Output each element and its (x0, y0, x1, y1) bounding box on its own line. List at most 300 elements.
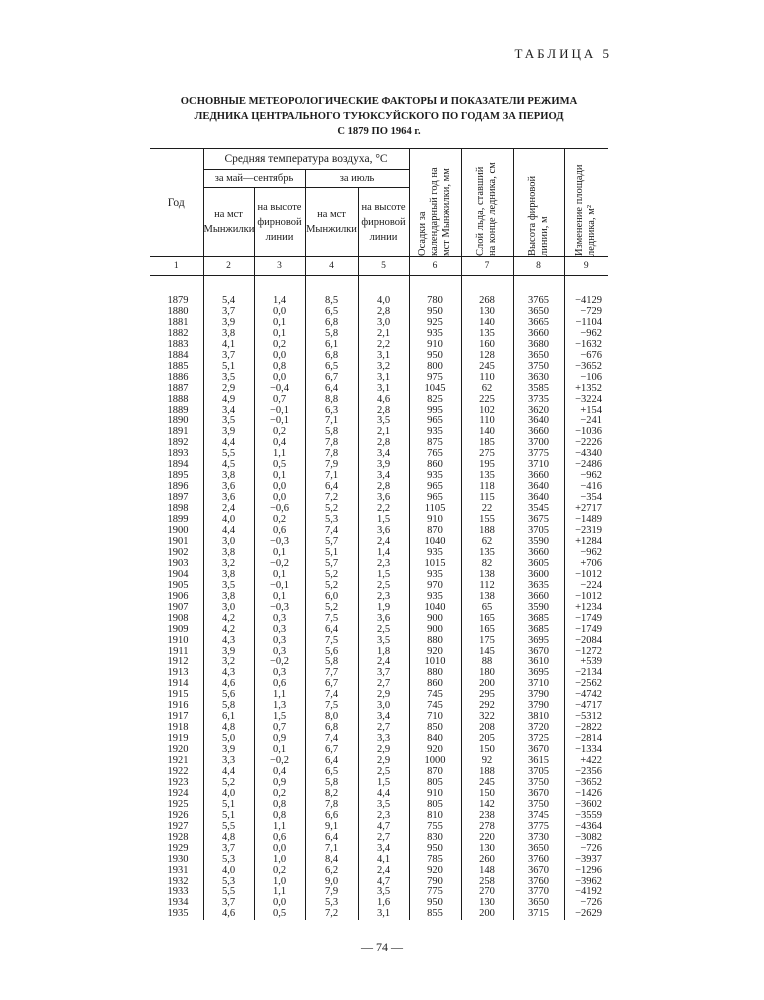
cell-precipitation: 950 (409, 351, 461, 362)
cell-temp-may-station: 3,2 (203, 657, 254, 668)
cell-area-change: −3082 (564, 833, 608, 844)
cell-ice-layer: 65 (461, 603, 513, 614)
cell-temp-may-firn: 0,2 (254, 515, 305, 526)
cell-temp-july-station: 7,5 (305, 636, 358, 647)
cell-area-change: −241 (564, 416, 608, 427)
cell-area-change: −2134 (564, 668, 608, 679)
cell-precipitation: 910 (409, 515, 461, 526)
cell-temp-may-firn: −0,1 (254, 406, 305, 417)
cell-temp-july-firn: 3,5 (358, 416, 409, 427)
cell-area-change: −416 (564, 482, 608, 493)
cell-temp-july-station: 7,5 (305, 614, 358, 625)
cell-ice-layer: 82 (461, 559, 513, 570)
header-temperature-group: Средняя температура воздуха, °С (203, 149, 409, 170)
cell-temp-july-firn: 1,5 (358, 778, 409, 789)
cell-precipitation: 745 (409, 701, 461, 712)
cell-ice-layer: 175 (461, 636, 513, 647)
cell-ice-layer: 135 (461, 471, 513, 482)
cell-temp-may-firn: 0,2 (254, 340, 305, 351)
cell-temp-july-station: 5,7 (305, 559, 358, 570)
table-spacer-row (150, 276, 608, 297)
cell-temp-july-station: 5,2 (305, 504, 358, 515)
cell-temp-may-firn: 0,3 (254, 647, 305, 658)
cell-firn-height: 3660 (513, 329, 564, 340)
cell-firn-height: 3750 (513, 362, 564, 373)
cell-area-change: −1272 (564, 647, 608, 658)
cell-firn-height: 3695 (513, 668, 564, 679)
cell-temp-may-firn: 0,0 (254, 373, 305, 384)
cell-area-change: −1012 (564, 592, 608, 603)
cell-ice-layer: 165 (461, 614, 513, 625)
cell-year: 1917 (167, 711, 189, 723)
table-caption (150, 94, 608, 139)
cell-area-change: −4364 (564, 822, 608, 833)
cell-temp-may-firn: 0,5 (254, 909, 305, 920)
cell-ice-layer: 160 (461, 340, 513, 351)
cell-temp-july-station: 6,5 (305, 362, 358, 373)
cell-ice-layer: 195 (461, 460, 513, 471)
cell-firn-height: 3760 (513, 855, 564, 866)
cell-temp-july-firn: 2,7 (358, 833, 409, 844)
cell-ice-layer: 258 (461, 877, 513, 888)
cell-temp-july-firn: 3,6 (358, 493, 409, 504)
cell-temp-may-firn: 0,4 (254, 438, 305, 449)
header-station-may: на мст Мынжилки (203, 188, 254, 257)
cell-temp-july-station: 7,4 (305, 690, 358, 701)
cell-year: 1925 (167, 798, 189, 810)
cell-firn-height: 3720 (513, 723, 564, 734)
cell-precipitation: 805 (409, 778, 461, 789)
cell-temp-july-firn: 3,3 (358, 734, 409, 745)
cell-temp-may-station: 3,5 (203, 416, 254, 427)
cell-temp-july-station: 7,8 (305, 800, 358, 811)
cell-ice-layer: 142 (461, 800, 513, 811)
cell-firn-height: 3660 (513, 592, 564, 603)
cell-year: 1879 (167, 295, 189, 306)
cell-firn-height: 3650 (513, 307, 564, 318)
cell-temp-july-station: 5,6 (305, 647, 358, 658)
cell-temp-may-station: 3,7 (203, 351, 254, 362)
cell-temp-july-firn: 3,1 (358, 384, 409, 395)
cell-temp-may-firn: 0,8 (254, 362, 305, 373)
cell-precipitation: 840 (409, 734, 461, 745)
cell-temp-july-station: 7,2 (305, 909, 358, 920)
cell-temp-july-station: 5,7 (305, 537, 358, 548)
cell-ice-layer: 145 (461, 647, 513, 658)
cell-temp-july-firn: 4,1 (358, 855, 409, 866)
cell-temp-july-station: 6,8 (305, 318, 358, 329)
cell-precipitation: 970 (409, 581, 461, 592)
cell-year: 1896 (167, 481, 189, 493)
cell-area-change: −2562 (564, 679, 608, 690)
cell-precipitation: 935 (409, 471, 461, 482)
cell-year: 1902 (167, 546, 189, 558)
cell-temp-may-station: 3,8 (203, 329, 254, 340)
cell-year: 1897 (167, 492, 189, 504)
cell-precipitation: 825 (409, 395, 461, 406)
cell-ice-layer: 150 (461, 789, 513, 800)
cell-temp-july-station: 6,2 (305, 866, 358, 877)
cell-area-change: +154 (564, 406, 608, 417)
cell-temp-july-firn: 1,4 (358, 548, 409, 559)
cell-area-change: −5312 (564, 712, 608, 723)
cell-temp-may-station: 3,9 (203, 745, 254, 756)
cell-area-change: +422 (564, 756, 608, 767)
header-may-september: за май—сентябрь (203, 170, 305, 188)
cell-temp-july-station: 8,8 (305, 395, 358, 406)
cell-firn-height: 3675 (513, 515, 564, 526)
cell-ice-layer: 118 (461, 482, 513, 493)
cell-temp-july-firn: 1,6 (358, 898, 409, 909)
cell-year: 1919 (167, 733, 189, 745)
cell-temp-may-station: 5,5 (203, 887, 254, 898)
cell-year: 1922 (167, 765, 189, 777)
cell-temp-july-firn: 3,1 (358, 351, 409, 362)
cell-ice-layer: 22 (461, 504, 513, 515)
cell-year: 1886 (167, 371, 189, 383)
cell-area-change: +1352 (564, 384, 608, 395)
cell-firn-height: 3790 (513, 701, 564, 712)
table-label: ТАБЛИЦА 5 (514, 46, 612, 61)
cell-year: 1935 (167, 908, 189, 920)
cell-temp-july-station: 7,1 (305, 416, 358, 427)
cell-temp-may-station: 5,5 (203, 822, 254, 833)
cell-area-change: −2814 (564, 734, 608, 745)
column-number: 3 (254, 257, 305, 276)
cell-precipitation: 950 (409, 844, 461, 855)
cell-temp-may-station: 3,6 (203, 493, 254, 504)
cell-area-change: −726 (564, 898, 608, 909)
cell-temp-july-station: 8,4 (305, 855, 358, 866)
cell-temp-may-station: 4,6 (203, 909, 254, 920)
cell-precipitation: 910 (409, 789, 461, 800)
header-precipitation-text: Осадки за календарный год на мст Мынжилки, мм (417, 167, 453, 256)
cell-temp-may-firn: 0,6 (254, 833, 305, 844)
cell-precipitation: 805 (409, 800, 461, 811)
cell-temp-may-firn: −0,3 (254, 537, 305, 548)
cell-firn-height: 3600 (513, 570, 564, 581)
cell-temp-may-firn: 1,1 (254, 887, 305, 898)
cell-temp-may-firn: 0,1 (254, 548, 305, 559)
cell-year: 1906 (167, 590, 189, 602)
cell-firn-height: 3660 (513, 427, 564, 438)
cell-area-change: −1036 (564, 427, 608, 438)
cell-year: 1883 (167, 338, 189, 350)
cell-temp-july-station: 5,2 (305, 570, 358, 581)
cell-firn-height: 3745 (513, 811, 564, 822)
cell-temp-july-station: 5,8 (305, 778, 358, 789)
cell-temp-may-station: 3,0 (203, 603, 254, 614)
cell-firn-height: 3685 (513, 625, 564, 636)
cell-area-change: −1104 (564, 318, 608, 329)
cell-precipitation: 1010 (409, 657, 461, 668)
cell-year: 1918 (167, 722, 189, 734)
table-row (150, 833, 608, 844)
cell-year: 1888 (167, 393, 189, 405)
table-row (150, 625, 608, 636)
cell-temp-july-firn: 2,9 (358, 690, 409, 701)
cell-year: 1880 (167, 305, 189, 317)
cell-ice-layer: 180 (461, 668, 513, 679)
cell-firn-height: 3715 (513, 909, 564, 920)
cell-precipitation: 1000 (409, 756, 461, 767)
cell-temp-july-firn: 3,4 (358, 844, 409, 855)
cell-temp-july-firn: 1,8 (358, 647, 409, 658)
cell-temp-july-station: 9,1 (305, 822, 358, 833)
cell-temp-may-firn: 0,0 (254, 898, 305, 909)
header-firn-height (513, 149, 564, 257)
cell-temp-july-station: 7,2 (305, 493, 358, 504)
cell-area-change: −4717 (564, 701, 608, 712)
cell-temp-july-station: 7,1 (305, 471, 358, 482)
cell-area-change: −1012 (564, 570, 608, 581)
cell-temp-may-station: 4,9 (203, 395, 254, 406)
cell-temp-may-station: 3,3 (203, 756, 254, 767)
cell-temp-may-firn: −0,4 (254, 384, 305, 395)
cell-year: 1903 (167, 557, 189, 569)
cell-temp-may-firn: 0,3 (254, 668, 305, 679)
cell-temp-may-station: 3,9 (203, 318, 254, 329)
cell-firn-height: 3730 (513, 833, 564, 844)
cell-year: 1889 (167, 404, 189, 416)
cell-temp-may-firn: 0,7 (254, 723, 305, 734)
cell-year: 1898 (167, 503, 189, 515)
cell-precipitation: 710 (409, 712, 461, 723)
cell-firn-height: 3650 (513, 351, 564, 362)
caption-line-3: С 1879 ПО 1964 г. (337, 126, 421, 137)
cell-temp-may-firn: 0,9 (254, 734, 305, 745)
cell-temp-may-firn: −0,1 (254, 416, 305, 427)
cell-temp-july-station: 5,8 (305, 329, 358, 340)
header-area-change-text: Изменение площади ледника, м² (574, 164, 598, 256)
cell-ice-layer: 185 (461, 438, 513, 449)
cell-temp-july-station: 7,1 (305, 844, 358, 855)
header-firn-may: на высоте фирновой линии (254, 188, 305, 257)
cell-temp-may-firn: 0,3 (254, 636, 305, 647)
cell-temp-may-station: 3,5 (203, 373, 254, 384)
cell-temp-may-firn: 0,3 (254, 625, 305, 636)
table-row (150, 844, 608, 855)
cell-temp-may-station: 5,2 (203, 778, 254, 789)
cell-temp-may-station: 5,1 (203, 362, 254, 373)
cell-temp-may-firn: 0,1 (254, 745, 305, 756)
cell-firn-height: 3680 (513, 340, 564, 351)
cell-area-change: −962 (564, 471, 608, 482)
cell-firn-height: 3775 (513, 449, 564, 460)
cell-ice-layer: 270 (461, 887, 513, 898)
cell-area-change: −106 (564, 373, 608, 384)
cell-precipitation: 935 (409, 427, 461, 438)
cell-area-change: −962 (564, 548, 608, 559)
cell-ice-layer: 115 (461, 493, 513, 504)
cell-precipitation: 910 (409, 340, 461, 351)
cell-temp-july-firn: 3,9 (358, 460, 409, 471)
cell-area-change: −1426 (564, 789, 608, 800)
cell-ice-layer: 150 (461, 745, 513, 756)
cell-temp-july-firn: 3,1 (358, 373, 409, 384)
cell-year: 1927 (167, 820, 189, 832)
table-body (150, 296, 608, 920)
cell-precipitation: 755 (409, 822, 461, 833)
cell-area-change: −1489 (564, 515, 608, 526)
cell-ice-layer: 278 (461, 822, 513, 833)
cell-temp-july-station: 6,0 (305, 592, 358, 603)
cell-temp-july-station: 8,2 (305, 789, 358, 800)
cell-temp-july-firn: 2,1 (358, 427, 409, 438)
table-row (150, 603, 608, 614)
cell-temp-may-firn: 0,2 (254, 866, 305, 877)
column-number: 1 (150, 257, 203, 276)
cell-temp-may-firn: 0,3 (254, 614, 305, 625)
cell-temp-may-firn: 0,2 (254, 789, 305, 800)
cell-temp-july-station: 7,5 (305, 701, 358, 712)
cell-ice-layer: 135 (461, 548, 513, 559)
cell-ice-layer: 88 (461, 657, 513, 668)
cell-temp-may-station: 4,6 (203, 679, 254, 690)
header-firn-july: на высоте фирновой линии (358, 188, 409, 257)
cell-temp-may-firn: 1,0 (254, 877, 305, 888)
cell-temp-may-firn: −0,2 (254, 756, 305, 767)
cell-temp-may-firn: 0,1 (254, 570, 305, 581)
cell-temp-may-firn: 1,1 (254, 449, 305, 460)
cell-precipitation: 870 (409, 526, 461, 537)
cell-temp-july-station: 6,1 (305, 340, 358, 351)
cell-temp-july-firn: 3,4 (358, 712, 409, 723)
cell-temp-july-station: 6,5 (305, 767, 358, 778)
cell-precipitation: 920 (409, 866, 461, 877)
cell-precipitation: 935 (409, 329, 461, 340)
cell-temp-july-firn: 2,2 (358, 340, 409, 351)
cell-temp-may-firn: 0,0 (254, 482, 305, 493)
cell-temp-may-station: 4,0 (203, 789, 254, 800)
cell-temp-july-station: 7,4 (305, 734, 358, 745)
cell-precipitation: 790 (409, 877, 461, 888)
cell-precipitation: 1105 (409, 504, 461, 515)
column-number: 9 (564, 257, 608, 276)
cell-temp-may-station: 5,5 (203, 449, 254, 460)
cell-firn-height: 3725 (513, 734, 564, 745)
cell-temp-may-station: 4,2 (203, 625, 254, 636)
cell-firn-height: 3750 (513, 800, 564, 811)
cell-area-change: −3652 (564, 362, 608, 373)
cell-area-change: −2356 (564, 767, 608, 778)
cell-ice-layer: 110 (461, 373, 513, 384)
cell-precipitation: 935 (409, 592, 461, 603)
cell-temp-july-station: 6,4 (305, 833, 358, 844)
cell-temp-july-station: 7,7 (305, 668, 358, 679)
header-july: за июль (305, 170, 409, 188)
cell-temp-july-station: 8,5 (305, 296, 358, 307)
cell-temp-may-station: 4,5 (203, 460, 254, 471)
cell-firn-height: 3605 (513, 559, 564, 570)
cell-precipitation: 800 (409, 362, 461, 373)
cell-firn-height: 3650 (513, 844, 564, 855)
cell-temp-july-firn: 2,8 (358, 307, 409, 318)
table-row (150, 866, 608, 877)
cell-temp-may-station: 5,4 (203, 296, 254, 307)
cell-precipitation: 925 (409, 318, 461, 329)
cell-temp-july-station: 6,4 (305, 756, 358, 767)
cell-ice-layer: 238 (461, 811, 513, 822)
cell-area-change: +1234 (564, 603, 608, 614)
cell-ice-layer: 140 (461, 318, 513, 329)
cell-precipitation: 860 (409, 460, 461, 471)
cell-area-change: −729 (564, 307, 608, 318)
cell-area-change: −2629 (564, 909, 608, 920)
cell-temp-may-firn: 0,1 (254, 471, 305, 482)
cell-year: 1930 (167, 853, 189, 865)
cell-temp-july-firn: 2,2 (358, 504, 409, 515)
table-row (150, 636, 608, 647)
cell-firn-height: 3640 (513, 416, 564, 427)
cell-temp-may-firn: −0,1 (254, 581, 305, 592)
cell-firn-height: 3665 (513, 318, 564, 329)
cell-year: 1916 (167, 700, 189, 712)
cell-temp-july-firn: 3,5 (358, 887, 409, 898)
cell-year: 1895 (167, 470, 189, 482)
cell-temp-may-station: 5,6 (203, 690, 254, 701)
cell-year: 1924 (167, 787, 189, 799)
cell-precipitation: 810 (409, 811, 461, 822)
cell-ice-layer: 225 (461, 395, 513, 406)
cell-firn-height: 3630 (513, 373, 564, 384)
cell-firn-height: 3760 (513, 877, 564, 888)
cell-year: 1931 (167, 864, 189, 876)
cell-temp-july-station: 9,0 (305, 877, 358, 888)
cell-precipitation: 965 (409, 416, 461, 427)
cell-temp-july-station: 5,2 (305, 581, 358, 592)
cell-temp-july-station: 5,8 (305, 427, 358, 438)
cell-precipitation: 880 (409, 668, 461, 679)
cell-temp-may-firn: 0,8 (254, 800, 305, 811)
cell-ice-layer: 138 (461, 570, 513, 581)
cell-firn-height: 3710 (513, 460, 564, 471)
cell-temp-may-station: 4,1 (203, 340, 254, 351)
cell-temp-july-firn: 2,9 (358, 745, 409, 756)
page-number: — 74 — (361, 940, 403, 954)
cell-temp-july-firn: 2,8 (358, 438, 409, 449)
cell-ice-layer: 245 (461, 362, 513, 373)
cell-firn-height: 3735 (513, 395, 564, 406)
cell-temp-may-station: 4,3 (203, 636, 254, 647)
cell-year: 1923 (167, 776, 189, 788)
cell-firn-height: 3545 (513, 504, 564, 515)
cell-temp-july-station: 5,3 (305, 515, 358, 526)
cell-firn-height: 3700 (513, 438, 564, 449)
cell-temp-july-firn: 3,6 (358, 526, 409, 537)
cell-ice-layer: 188 (461, 767, 513, 778)
cell-precipitation: 860 (409, 679, 461, 690)
header-station-july: на мст Мынжилки (305, 188, 358, 257)
cell-firn-height: 3590 (513, 537, 564, 548)
cell-temp-may-firn: 0,0 (254, 351, 305, 362)
cell-year: 1911 (167, 645, 189, 657)
cell-precipitation: 1045 (409, 384, 461, 395)
cell-area-change: +539 (564, 657, 608, 668)
cell-year: 1891 (167, 426, 189, 438)
cell-temp-may-station: 3,9 (203, 647, 254, 658)
cell-area-change: −2084 (564, 636, 608, 647)
cell-ice-layer: 295 (461, 690, 513, 701)
cell-area-change: −962 (564, 329, 608, 340)
cell-temp-july-firn: 3,4 (358, 449, 409, 460)
cell-temp-july-firn: 3,7 (358, 668, 409, 679)
cell-year: 1914 (167, 678, 189, 690)
cell-area-change: −3962 (564, 877, 608, 888)
cell-precipitation: 745 (409, 690, 461, 701)
cell-temp-july-firn: 2,5 (358, 625, 409, 636)
cell-ice-layer: 200 (461, 909, 513, 920)
